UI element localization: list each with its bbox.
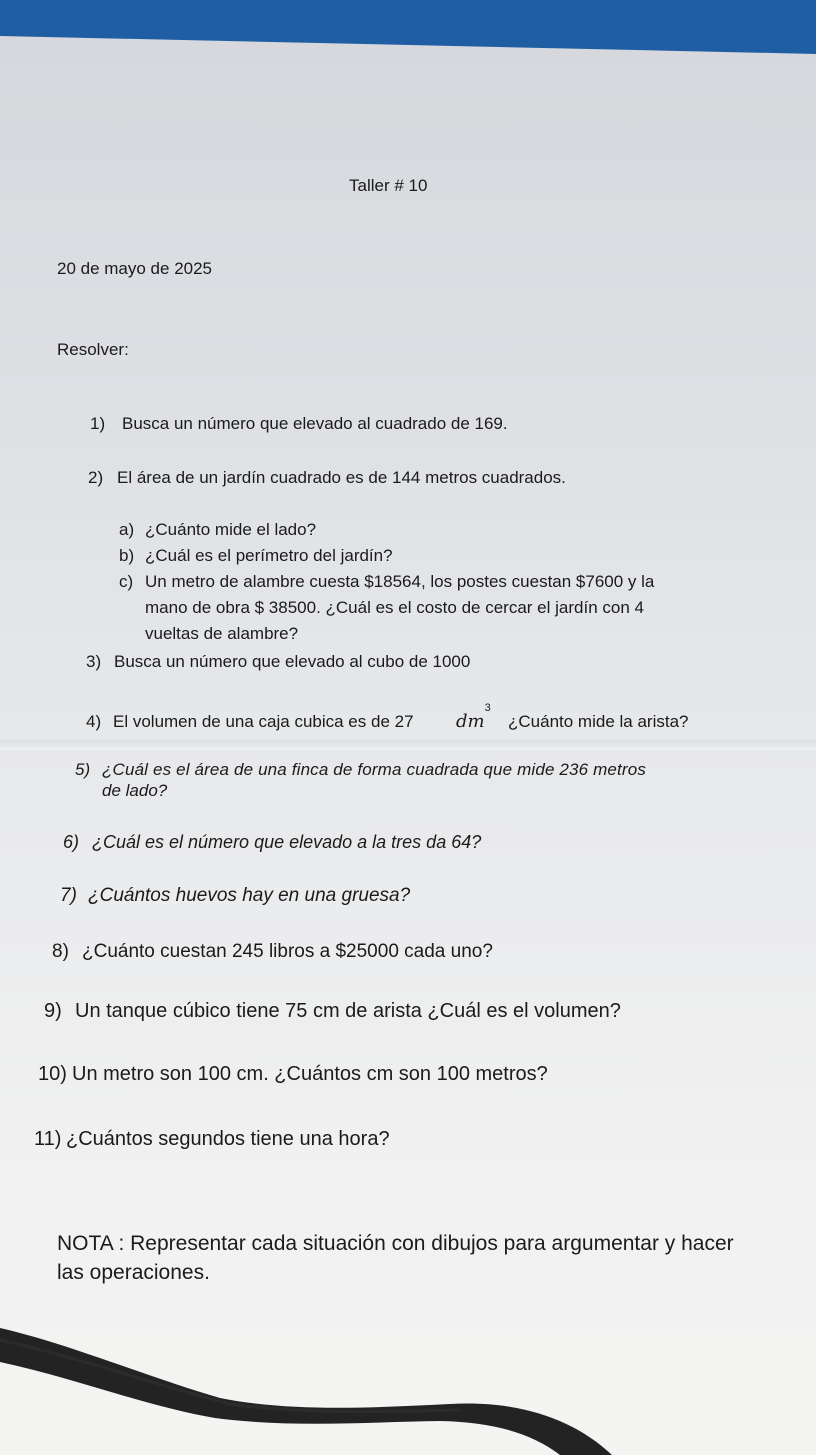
question-5-line-2: de lado?: [102, 781, 168, 800]
question-6-number: 6): [63, 832, 80, 852]
worksheet-date: 20 de mayo de 2025: [57, 259, 213, 278]
question-6-text: ¿Cuál es el número que elevado a la tres da 64?: [92, 832, 482, 852]
question-4-unit: [456, 701, 491, 732]
question-2c-line-3: vueltas de alambre?: [145, 624, 299, 643]
question-10-number: 10): [38, 1063, 67, 1085]
question-11-text: ¿Cuántos segundos tiene una hora?: [66, 1128, 390, 1150]
question-10-text: Un metro son 100 cm. ¿Cuántos cm son 100 metros?: [72, 1063, 548, 1085]
question-2-text: El área de un jardín cuadrado es de 144 metros cuadrados.: [117, 468, 566, 487]
question-4-text-before: El volumen de una caja cubica es de 27: [113, 712, 414, 731]
unit-exponent: 3: [484, 701, 491, 714]
question-8-text: ¿Cuánto cuestan 245 libros a $25000 cada uno?: [82, 941, 493, 962]
question-5-number: 5): [75, 760, 91, 779]
question-11-number: 11): [34, 1128, 62, 1150]
question-2c-line-1: Un metro de alambre cuesta $18564, los postes cuestan $7600 y la: [145, 572, 655, 591]
question-8-number: 8): [52, 941, 69, 962]
question-5-line-1: ¿Cuál es el área de una finca de forma cuadrada que mide 236 metros: [102, 760, 646, 779]
question-4-text-after: ¿Cuánto mide la arista?: [508, 712, 689, 731]
worksheet-title: Taller # 10: [349, 176, 428, 195]
question-1-number: 1): [90, 414, 106, 433]
note-line-2: las operaciones.: [57, 1261, 210, 1284]
question-7-number: 7): [60, 885, 77, 906]
question-9-text: Un tanque cúbico tiene 75 cm de arista ¿Cuál es el volumen?: [75, 1000, 621, 1022]
paper-fold: [0, 740, 816, 750]
question-1-text: Busca un número que elevado al cuadrado de 169.: [122, 414, 508, 433]
question-2b-text: ¿Cuál es el perímetro del jardín?: [145, 546, 393, 565]
question-2c-line-2: mano de obra $ 38500. ¿Cuál es el costo de cercar el jardín con 4: [145, 598, 644, 617]
unit-dm: dm: [456, 711, 485, 732]
question-2c-number: c): [119, 572, 134, 591]
note-line-1: NOTA : Representar cada situación con dibujos para argumentar y hacer: [57, 1232, 734, 1255]
question-2a-number: a): [119, 520, 135, 539]
question-2b-number: b): [119, 546, 135, 565]
question-9-number: 9): [44, 1000, 62, 1022]
question-3-text: Busca un número que elevado al cubo de 1000: [114, 652, 471, 671]
question-7-text: ¿Cuántos huevos hay en una gruesa?: [88, 885, 411, 906]
instruction-label: Resolver:: [57, 340, 129, 359]
question-4-number: 4): [86, 712, 102, 731]
question-3-number: 3): [86, 652, 102, 671]
black-marker-stroke: [0, 1300, 816, 1455]
question-2-number: 2): [88, 468, 104, 487]
question-2a-text: ¿Cuánto mide el lado?: [145, 520, 317, 539]
